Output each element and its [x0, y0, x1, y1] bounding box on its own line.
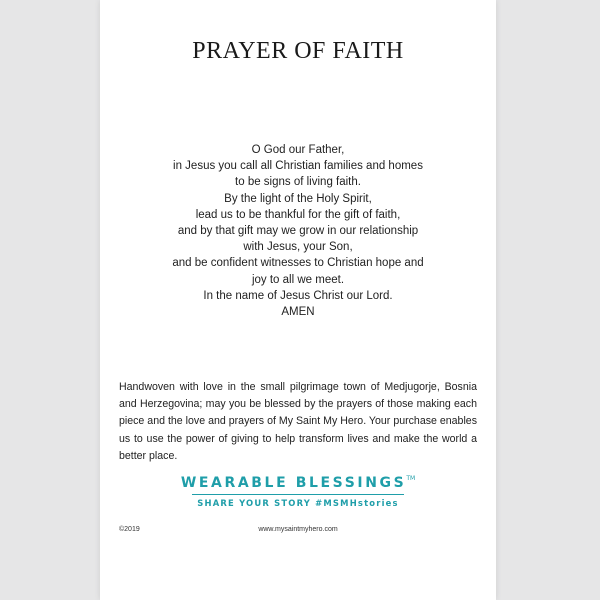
card-title: PRAYER OF FAITH	[192, 38, 404, 64]
prayer-line: and be confident witnesses to Christian hope and	[172, 257, 424, 270]
brand-divider	[192, 494, 404, 495]
prayer-line: joy to all we meet.	[251, 273, 345, 286]
prayer-line: in Jesus you call all Christian families and homes	[173, 160, 423, 173]
prayer-card	[100, 0, 496, 600]
brand-tagline: SHARE YOUR STORY #MSMHstories	[197, 498, 399, 508]
copyright-text: ©2019	[119, 526, 140, 533]
prayer-line: By the light of the Holy Spirit,	[224, 192, 372, 205]
brand-logo	[100, 475, 496, 491]
prayer-line: O God our Father,	[251, 144, 345, 156]
brand-name: WEARABLE BLESSINGS	[180, 475, 407, 491]
prayer-line: and by that gift may we grow in our relationship	[177, 225, 419, 238]
prayer-line: AMEN	[281, 306, 315, 319]
prayer-line: In the name of Jesus Christ our Lord.	[203, 289, 393, 302]
prayer-text	[100, 142, 496, 320]
trademark-mark: TM	[406, 475, 416, 482]
website-text: www.mysaintmyhero.com	[258, 526, 338, 533]
product-description: Handwoven with love in the small pilgrimage town of Medjugorje, Bosnia and Herzegovina; may you be blessed by the prayers of those making each piece and the love and prayers of My Saint My Hero. Your purchase enables us to use the power of giving to help transform lives and make the world a better place.	[119, 381, 477, 462]
prayer-line: lead us to be thankful for the gift of faith,	[195, 208, 401, 221]
prayer-line: with Jesus, your Son,	[243, 241, 353, 254]
prayer-line: to be signs of living faith.	[235, 176, 361, 189]
brand-block	[100, 475, 496, 508]
